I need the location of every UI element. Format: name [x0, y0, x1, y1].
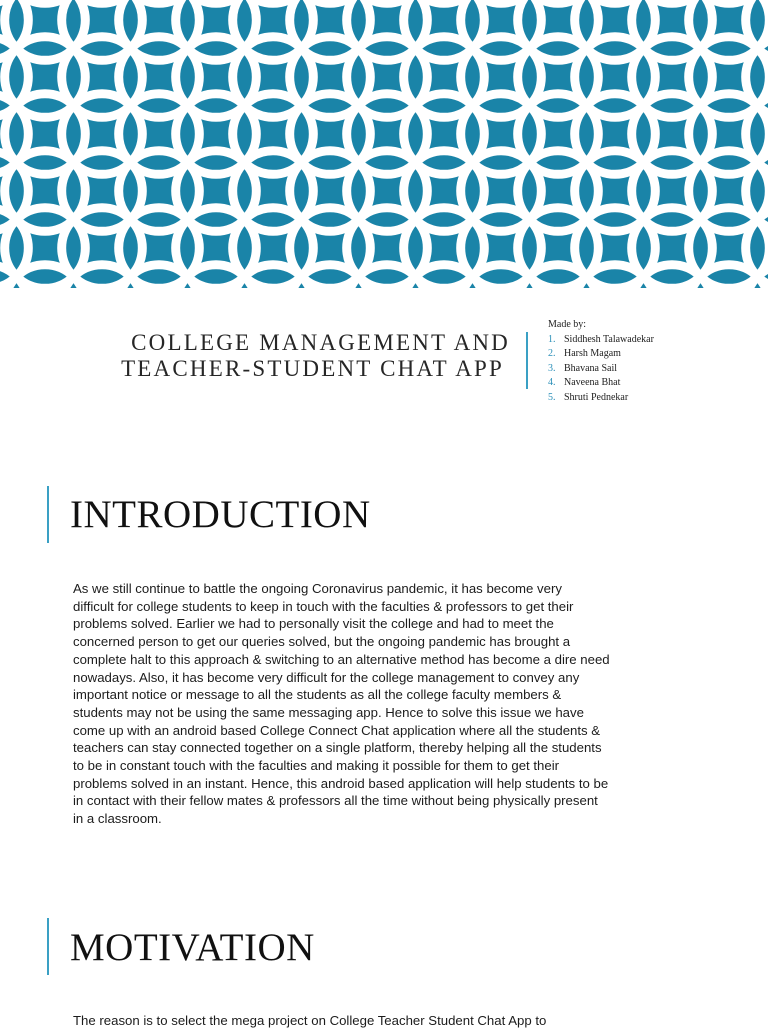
paragraph-line: problems solved in an instant. Hence, this android based application will help students to be	[73, 775, 609, 791]
pattern-ring	[62, 0, 143, 3]
paragraph-line: in a classroom.	[73, 811, 162, 827]
pattern-ring	[347, 0, 428, 3]
title-line-1: COLLEGE MANAGEMENT AND	[131, 330, 510, 355]
pattern-ring	[5, 0, 86, 3]
paragraph-line: complete halt to this approach & switching to an alternative method has become a dire need	[73, 651, 610, 667]
author-number: 2.	[548, 348, 556, 359]
paragraph-line: concerned person to get our queries solved, but the ongoing pandemic has brought a	[73, 634, 571, 650]
introduction-paragraph	[73, 580, 683, 828]
pattern-ring	[233, 0, 314, 3]
author-name: Bhavana Sail	[564, 362, 618, 374]
author-number: 3.	[548, 362, 556, 374]
pattern-ring	[632, 0, 713, 3]
paragraph-line: in contact with their fellow mates & professors all the time without being physically present	[73, 793, 598, 809]
motivation-divider	[47, 918, 49, 975]
paragraph-line: nowadays. Also, it has become very difficult for the college management to convey any	[73, 669, 580, 685]
title-divider	[526, 332, 528, 389]
authors-list	[548, 333, 758, 406]
pattern-ring	[290, 0, 371, 3]
authors-label: Made by:	[548, 319, 587, 330]
introduction-heading: INTRODUCTION	[70, 493, 371, 536]
author-number: 5.	[548, 391, 556, 403]
title-line-2: TEACHER-STUDENT CHAT APP	[121, 356, 504, 381]
author-item	[548, 362, 758, 377]
motivation-heading: MOTIVATION	[70, 926, 315, 969]
paragraph-line: students may not be using the same messaging app. Hence to solve this issue we have	[73, 704, 584, 720]
paragraph-line: teachers can stay connected together on a single platform, thereby helping all the students	[73, 740, 602, 756]
pattern-ring	[689, 0, 768, 3]
author-name: Siddhesh Talawadekar	[564, 333, 654, 345]
paragraph-line: As we still continue to battle the ongoing Coronavirus pandemic, it has become very	[73, 581, 562, 596]
pattern-ring	[119, 0, 200, 3]
circle-pattern-graphic	[0, 0, 768, 288]
paragraph-line: problems solved. Earlier we had to personally visit the college and had to meet the	[73, 616, 554, 632]
author-item	[548, 347, 758, 362]
motivation-paragraph: The reason is to select the mega project on College Teacher Student Chat App to	[73, 1013, 547, 1028]
author-name: Shruti Pednekar	[564, 391, 629, 403]
introduction-divider	[47, 486, 49, 543]
author-name: Naveena Bhat	[564, 377, 621, 388]
paragraph-line: to be in constant touch with the faculties and making it possible for them to get their	[73, 758, 560, 774]
paragraph-line: come up with an android based College Connect Chat application where all the students &	[73, 722, 601, 738]
paragraph-line: difficult for college students to keep in touch with the faculties & professors to get their	[73, 598, 574, 614]
author-number: 1.	[548, 333, 556, 345]
paragraph-line: important notice or message to all the students as all the college faculty members &	[73, 687, 562, 703]
author-item	[548, 391, 758, 406]
authors-block	[548, 318, 758, 405]
author-name: Harsh Magam	[564, 348, 621, 359]
author-item	[548, 376, 758, 391]
pattern-ring	[575, 0, 656, 3]
pattern-ring	[404, 0, 485, 3]
pattern-ring	[176, 0, 257, 3]
pattern-banner	[0, 0, 768, 288]
pattern-ring	[461, 0, 542, 3]
author-number: 4.	[548, 377, 556, 388]
author-item	[548, 333, 758, 348]
pattern-ring	[518, 0, 599, 3]
document-title	[0, 330, 512, 382]
